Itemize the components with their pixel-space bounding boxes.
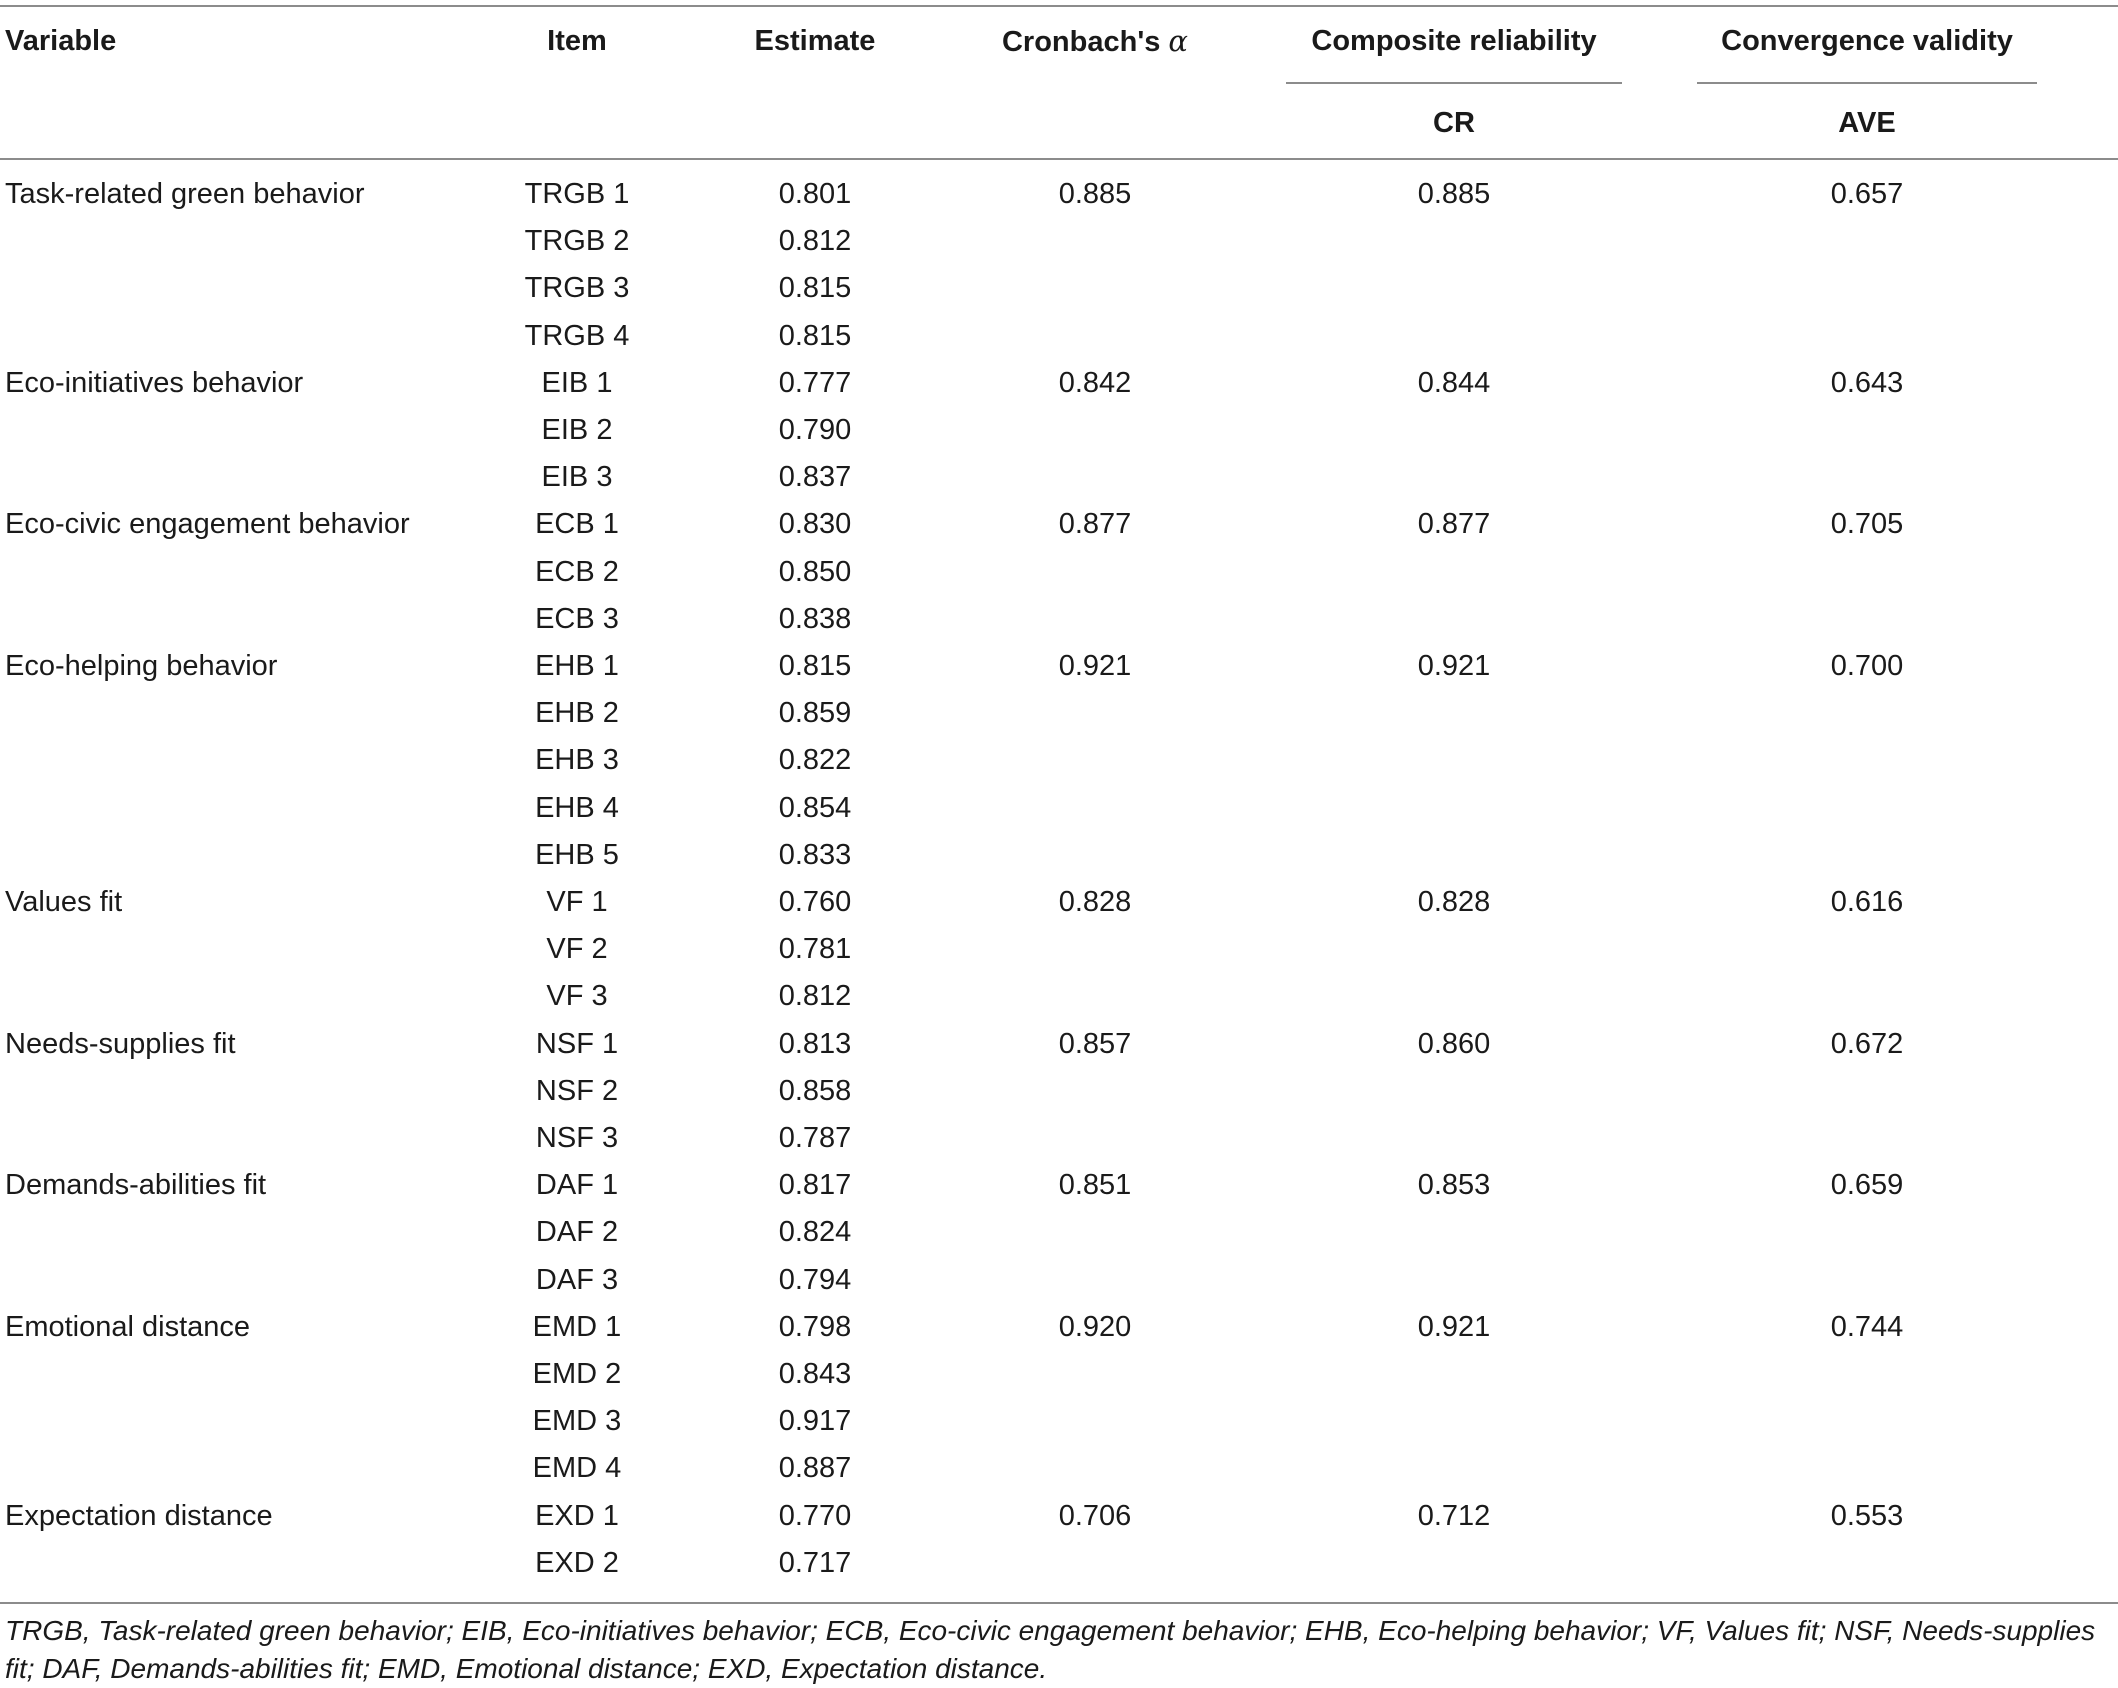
estimate-value: 0.777 bbox=[778, 367, 852, 399]
item-label: NSF 3 bbox=[535, 1122, 619, 1154]
item-label: TRGB 3 bbox=[524, 272, 630, 304]
cr-value: 0.885 bbox=[1417, 178, 1491, 210]
estimate-value: 0.770 bbox=[778, 1500, 852, 1532]
variable-name: Needs-supplies fit bbox=[5, 1028, 236, 1060]
item-label: NSF 2 bbox=[535, 1075, 619, 1107]
estimate-value: 0.838 bbox=[778, 603, 852, 635]
cronbach-alpha-value: 0.842 bbox=[1058, 367, 1132, 399]
estimate-value: 0.815 bbox=[778, 650, 852, 682]
cronbach-alpha-value: 0.885 bbox=[1058, 178, 1132, 210]
estimate-value: 0.717 bbox=[778, 1547, 852, 1579]
header-cr: CR bbox=[1433, 107, 1475, 139]
table-top-rule bbox=[0, 5, 2118, 7]
variable-name: Expectation distance bbox=[5, 1500, 273, 1532]
variable-name: Eco-helping behavior bbox=[5, 650, 278, 682]
cr-value: 0.844 bbox=[1417, 367, 1491, 399]
item-label: EMD 2 bbox=[532, 1358, 622, 1390]
item-label: EHB 3 bbox=[535, 744, 619, 776]
variable-name: Eco-civic engagement behavior bbox=[5, 508, 410, 540]
item-label: DAF 3 bbox=[535, 1264, 619, 1296]
ave-value: 0.744 bbox=[1830, 1311, 1904, 1343]
ave-value: 0.657 bbox=[1830, 178, 1904, 210]
cronbach-alpha-value: 0.877 bbox=[1058, 508, 1132, 540]
estimate-value: 0.822 bbox=[778, 744, 852, 776]
variable-name: Task-related green behavior bbox=[5, 178, 365, 210]
item-label: EHB 4 bbox=[535, 792, 619, 824]
estimate-value: 0.794 bbox=[778, 1264, 852, 1296]
item-label: TRGB 4 bbox=[524, 320, 630, 352]
estimate-value: 0.812 bbox=[778, 225, 852, 257]
item-label: EXD 2 bbox=[535, 1547, 619, 1579]
estimate-value: 0.798 bbox=[778, 1311, 852, 1343]
cronbach-alpha-value: 0.920 bbox=[1058, 1311, 1132, 1343]
estimate-value: 0.854 bbox=[778, 792, 852, 824]
cronbach-alpha-value: 0.857 bbox=[1058, 1028, 1132, 1060]
estimate-value: 0.781 bbox=[778, 933, 852, 965]
item-label: EIB 3 bbox=[541, 461, 613, 493]
item-label: VF 1 bbox=[546, 886, 608, 918]
cr-value: 0.921 bbox=[1417, 1311, 1491, 1343]
estimate-value: 0.887 bbox=[778, 1452, 852, 1484]
estimate-value: 0.837 bbox=[778, 461, 852, 493]
cronbach-alpha-value: 0.921 bbox=[1058, 650, 1132, 682]
item-label: EMD 3 bbox=[532, 1405, 622, 1437]
item-label: EHB 1 bbox=[535, 650, 619, 682]
estimate-value: 0.843 bbox=[778, 1358, 852, 1390]
variable-name: Emotional distance bbox=[5, 1311, 251, 1343]
cr-value: 0.853 bbox=[1417, 1169, 1491, 1201]
table-footnote: TRGB, Task-related green behavior; EIB, Eco-initiatives behavior; ECB, Eco-civic engagement behavior; EHB, Eco-helping behavior; VF, Values fit; NSF, Needs-supplies fit; DAF, Demands-abilities fit; EMD, Emotional distance; EXD, Expectation distance. bbox=[5, 1615, 2096, 1684]
estimate-value: 0.917 bbox=[778, 1405, 852, 1437]
header-ave: AVE bbox=[1838, 107, 1896, 139]
cr-value: 0.877 bbox=[1417, 508, 1491, 540]
cr-value: 0.921 bbox=[1417, 650, 1491, 682]
header-item: Item bbox=[547, 25, 607, 57]
header-estimate: Estimate bbox=[754, 25, 876, 57]
estimate-value: 0.833 bbox=[778, 839, 852, 871]
item-label: ECB 2 bbox=[535, 556, 619, 588]
item-label: EHB 2 bbox=[535, 697, 619, 729]
variable-name: Eco-initiatives behavior bbox=[5, 367, 304, 399]
convergence-validity-subrule bbox=[1697, 82, 2037, 84]
item-label: EMD 4 bbox=[532, 1452, 622, 1484]
cronbach-alpha-value: 0.851 bbox=[1058, 1169, 1132, 1201]
estimate-value: 0.760 bbox=[778, 886, 852, 918]
estimate-value: 0.859 bbox=[778, 697, 852, 729]
estimate-value: 0.812 bbox=[778, 980, 852, 1012]
estimate-value: 0.850 bbox=[778, 556, 852, 588]
ave-value: 0.643 bbox=[1830, 367, 1904, 399]
cr-value: 0.860 bbox=[1417, 1028, 1491, 1060]
item-label: EXD 1 bbox=[535, 1500, 619, 1532]
table-header-rule bbox=[0, 158, 2118, 160]
header-cronbach-alpha bbox=[982, 21, 1208, 62]
header-variable: Variable bbox=[5, 25, 117, 57]
header-convergence-validity: Convergence validity bbox=[1721, 25, 2013, 57]
variable-name: Values fit bbox=[5, 886, 123, 918]
estimate-value: 0.824 bbox=[778, 1216, 852, 1248]
item-label: TRGB 1 bbox=[524, 178, 630, 210]
alpha-symbol: α bbox=[1168, 24, 1189, 58]
item-label: DAF 2 bbox=[535, 1216, 619, 1248]
ave-value: 0.553 bbox=[1830, 1500, 1904, 1532]
item-label: EIB 2 bbox=[541, 414, 613, 446]
estimate-value: 0.790 bbox=[778, 414, 852, 446]
estimate-value: 0.830 bbox=[778, 508, 852, 540]
item-label: DAF 1 bbox=[535, 1169, 619, 1201]
ave-value: 0.700 bbox=[1830, 650, 1904, 682]
item-label: EMD 1 bbox=[532, 1311, 622, 1343]
ave-value: 0.705 bbox=[1830, 508, 1904, 540]
estimate-value: 0.801 bbox=[778, 178, 852, 210]
estimate-value: 0.858 bbox=[778, 1075, 852, 1107]
header-cronbach-label: Cronbach's bbox=[1001, 26, 1161, 58]
item-label: VF 3 bbox=[546, 980, 608, 1012]
ave-value: 0.616 bbox=[1830, 886, 1904, 918]
estimate-value: 0.813 bbox=[778, 1028, 852, 1060]
item-label: TRGB 2 bbox=[524, 225, 630, 257]
table-bottom-rule bbox=[0, 1602, 2118, 1604]
cronbach-alpha-value: 0.706 bbox=[1058, 1500, 1132, 1532]
item-label: VF 2 bbox=[546, 933, 608, 965]
header-composite-reliability: Composite reliability bbox=[1311, 25, 1597, 57]
ave-value: 0.659 bbox=[1830, 1169, 1904, 1201]
ave-value: 0.672 bbox=[1830, 1028, 1904, 1060]
cr-value: 0.828 bbox=[1417, 886, 1491, 918]
item-label: ECB 3 bbox=[535, 603, 619, 635]
estimate-value: 0.787 bbox=[778, 1122, 852, 1154]
variable-name: Demands-abilities fit bbox=[5, 1169, 267, 1201]
item-label: ECB 1 bbox=[535, 508, 619, 540]
estimate-value: 0.815 bbox=[778, 272, 852, 304]
composite-reliability-subrule bbox=[1286, 82, 1622, 84]
estimate-value: 0.817 bbox=[778, 1169, 852, 1201]
cronbach-alpha-value: 0.828 bbox=[1058, 886, 1132, 918]
item-label: EIB 1 bbox=[541, 367, 613, 399]
cr-value: 0.712 bbox=[1417, 1500, 1491, 1532]
item-label: NSF 1 bbox=[535, 1028, 619, 1060]
item-label: EHB 5 bbox=[535, 839, 619, 871]
estimate-value: 0.815 bbox=[778, 320, 852, 352]
